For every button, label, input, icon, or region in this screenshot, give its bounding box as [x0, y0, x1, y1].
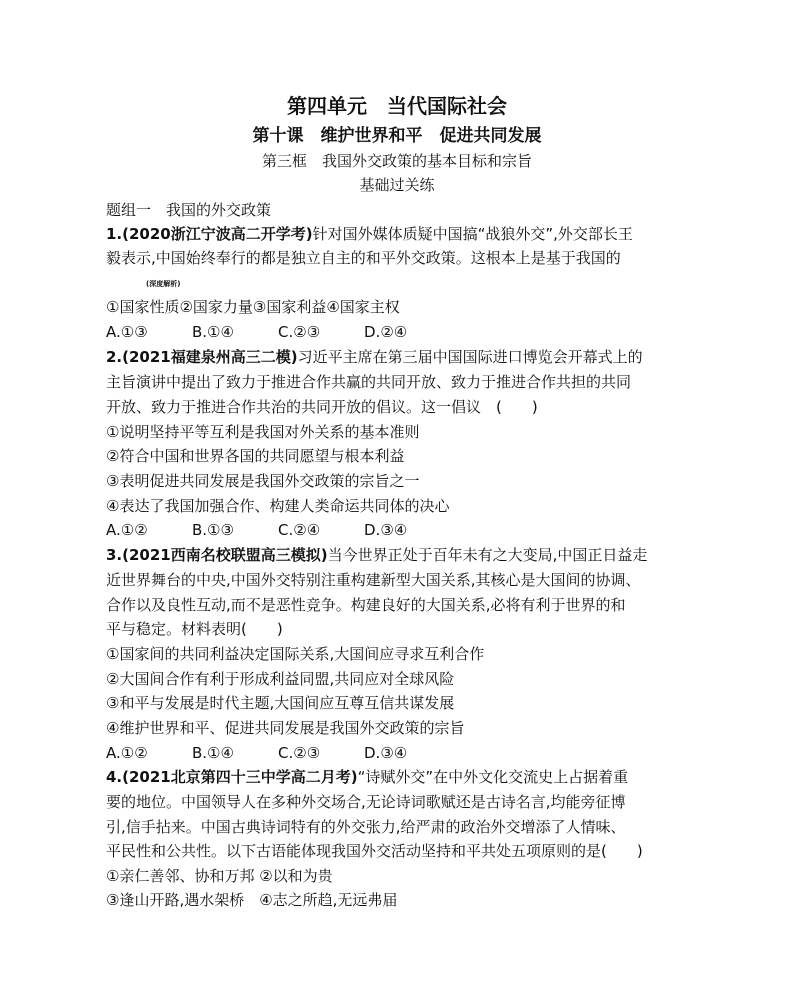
option-c[interactable]: C.②③ [278, 323, 321, 341]
option-b[interactable]: B.①④ [192, 323, 234, 341]
question-3-item-1: ①国家间的共同利益决定国际关系,大国间应寻求互利合作 [106, 645, 485, 663]
question-2-line-2: 主旨演讲中提出了致力于推进合作共赢的共同开放、致力于推进合作共担的共同 [106, 373, 632, 391]
question-1-items: ①国家性质②国家力量③国家利益④国家主权 [106, 298, 400, 316]
question-3-line-3: 合作以及良性互动,而不是恶性竞争。构建良好的大国关系,必将有利于世界的和 [106, 596, 626, 614]
question-1-line-2: 毅表示,中国始终奉行的都是独立自主的和平外交政策。这根本上是基于我国的 [106, 249, 621, 267]
option-d[interactable]: D.②④ [364, 323, 408, 341]
option-a[interactable]: A.①③ [106, 323, 148, 341]
question-4-number: 4.(2021北京第四十三中学高二月考) [106, 768, 358, 786]
question-1-note: (深度解析) [146, 280, 181, 288]
section-title: 第三框 我国外交政策的基本目标和宗旨 [261, 152, 532, 170]
question-2-line-3: 开放、致力于推进合作共治的共同开放的倡议。这一倡议 ( ) [106, 398, 538, 416]
question-2-item-1: ①说明坚持平等互利是我国对外关系的基本准则 [106, 423, 420, 441]
question-1-text: 针对国外媒体质疑中国搞“战狼外交”,外交部长王 [312, 225, 633, 243]
question-4-line-3: 引,信手拈来。中国古典诗词特有的外交张力,给严肃的政治外交增添了人情味、 [106, 818, 626, 836]
question-4-line-2: 要的地位。中国领导人在多种外交场合,无论诗词歌赋还是古诗名言,均能旁征博 [106, 793, 626, 811]
option-d[interactable]: D.③④ [364, 744, 408, 762]
question-3-line-4: 平与稳定。材料表明( ) [106, 620, 283, 638]
unit-title: 第四单元 当代国际社会 [287, 94, 507, 118]
option-d[interactable]: D.③④ [364, 521, 408, 539]
question-3-text: 当今世界正处于百年未有之大变局,中国正日益走 [327, 546, 648, 564]
question-2-item-4: ④表达了我国加强合作、构建人类命运共同体的决心 [106, 497, 450, 515]
option-a[interactable]: A.①② [106, 744, 148, 762]
question-3-number: 3.(2021西南名校联盟高三模拟) [106, 546, 328, 564]
question-1-line-1 [106, 224, 633, 244]
question-3-options [106, 743, 450, 763]
option-b[interactable]: B.①④ [192, 744, 234, 762]
question-3-line-2: 近世界舞台的中央,中国外交特别注重构建新型大国关系,其核心是大国间的协调、 [106, 571, 641, 589]
question-4-line-4: 平民性和公共性。以下古语能体现我国外交活动坚持和平共处五项原则的是( ) [106, 842, 643, 860]
option-c[interactable]: C.②③ [278, 744, 321, 762]
option-b[interactable]: B.①③ [192, 521, 234, 539]
question-3-item-3: ③和平与发展是时代主题,大国间应互尊互信共谋发展 [106, 694, 455, 712]
question-4-item-1: ①亲仁善邻、协和万邦 ②以和为贵 [106, 867, 333, 885]
question-1-options [106, 322, 450, 342]
question-2-text: 习近平主席在第三届中国国际进口博览会开幕式上的 [297, 348, 643, 366]
question-4-item-2: ③逢山开路,遇水架桥 ④志之所趋,无远弗届 [106, 891, 398, 909]
question-3-item-4: ④维护世界和平、促进共同发展是我国外交政策的宗旨 [106, 719, 465, 737]
practice-title: 基础过关练 [359, 176, 435, 194]
question-2-line-1 [106, 347, 643, 367]
lesson-title: 第十课 维护世界和平 促进共同发展 [252, 126, 542, 146]
question-3-item-2: ②大国间合作有利于形成利益同盟,共同应对全球风险 [106, 670, 455, 688]
question-4-text: “诗赋外交”在中外文化交流史上占据着重 [357, 768, 629, 786]
group1-heading: 题组一 我国的外交政策 [106, 201, 272, 219]
option-a[interactable]: A.①② [106, 521, 148, 539]
question-2-item-3: ③表明促进共同发展是我国外交政策的宗旨之一 [106, 472, 420, 490]
question-2-item-2: ②符合中国和世界各国的共同愿望与根本利益 [106, 447, 405, 465]
question-2-number: 2.(2021福建泉州高三二模) [106, 348, 298, 366]
option-c[interactable]: C.②④ [278, 521, 321, 539]
question-2-options [106, 520, 450, 540]
question-1-number: 1.(2020浙江宁波高二开学考) [106, 225, 313, 243]
question-3-line-1 [106, 545, 647, 565]
question-4-line-1 [106, 767, 628, 787]
